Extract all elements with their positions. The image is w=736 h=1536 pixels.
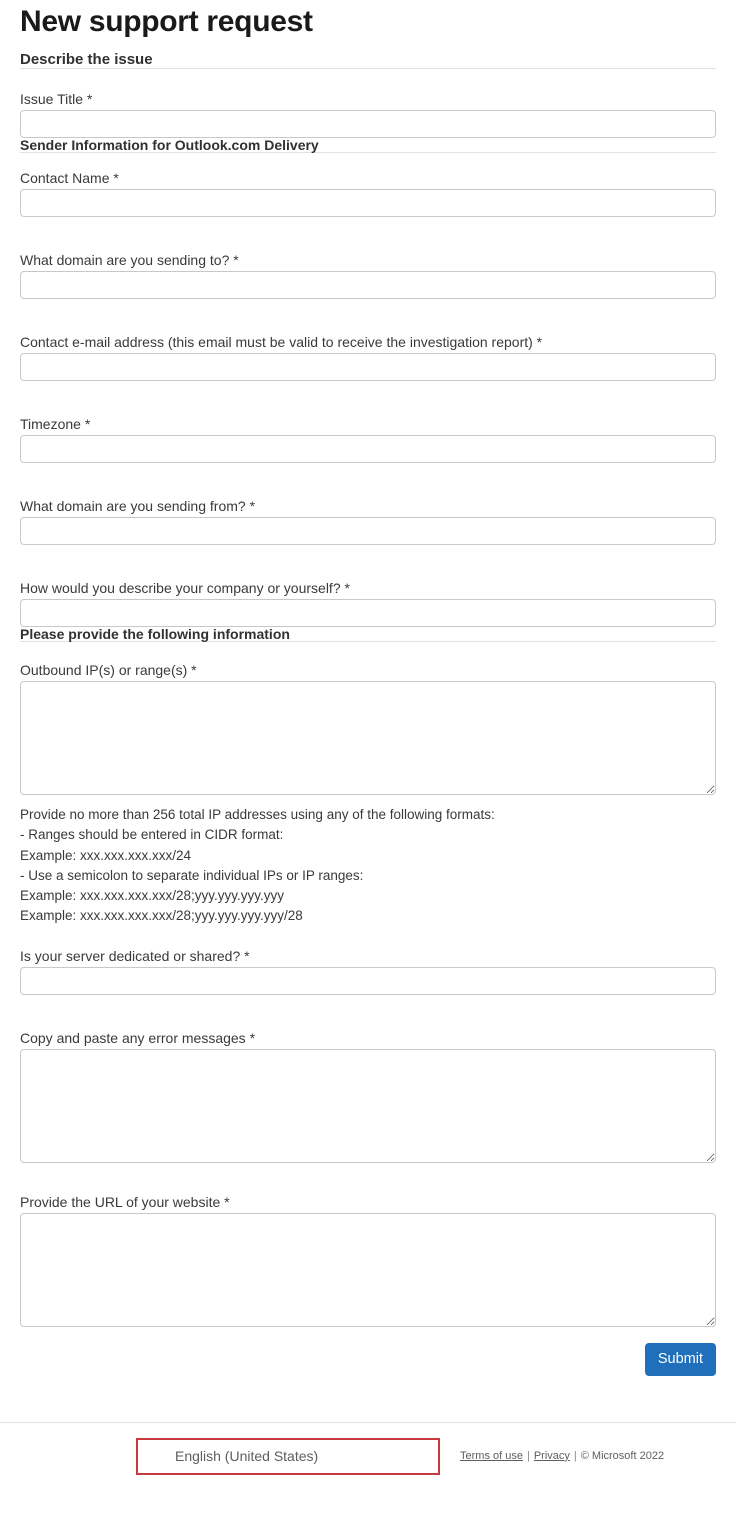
footer-separator: |	[573, 1449, 577, 1462]
privacy-link[interactable]: Privacy	[533, 1449, 570, 1462]
page-footer	[0, 1422, 736, 1480]
page-title: New support request	[20, 5, 313, 38]
field-website-url	[20, 1195, 716, 1327]
timezone-label: Timezone *	[20, 416, 91, 432]
contact-email-label: Contact e-mail address (this email must be valid to receive the investigation report) *	[20, 334, 543, 350]
help-line: - Use a semicolon to separate individual IPs or IP ranges:	[20, 867, 364, 883]
submit-button[interactable]: Submit	[645, 1343, 716, 1376]
field-server-dedicated-shared	[20, 949, 716, 995]
server-dedicated-shared-input[interactable]	[20, 967, 716, 995]
field-domain-sending-to	[20, 253, 716, 299]
error-messages-label: Copy and paste any error messages *	[20, 1029, 256, 1046]
outbound-ips-textarea[interactable]	[20, 681, 716, 795]
help-line: Example: xxx.xxx.xxx.xxx/28;yyy.yyy.yyy.yyy	[20, 888, 285, 904]
field-contact-name	[20, 171, 716, 217]
footer-separator: |	[526, 1449, 530, 1462]
field-issue-title	[20, 92, 716, 138]
error-messages-textarea[interactable]	[20, 1049, 716, 1163]
website-url-label: Provide the URL of your website *	[20, 1193, 230, 1210]
issue-title-label: Issue Title *	[20, 91, 93, 107]
field-error-messages	[20, 1031, 716, 1163]
domain-sending-from-input[interactable]	[20, 517, 716, 545]
language-select-value: English (United States)	[175, 1447, 319, 1464]
field-timezone	[20, 417, 716, 463]
field-domain-sending-from	[20, 499, 716, 545]
help-line: Example: xxx.xxx.xxx.xxx/28;yyy.yyy.yyy.yyy/28	[20, 908, 303, 924]
outbound-ips-label: Outbound IP(s) or range(s) *	[20, 662, 197, 678]
domain-sending-to-label: What domain are you sending to? *	[20, 252, 239, 268]
submit-row	[20, 1343, 716, 1376]
footer-links	[460, 1438, 664, 1475]
page-subtitle: Describe the issue	[20, 51, 153, 68]
divider	[20, 68, 716, 69]
website-url-textarea[interactable]	[20, 1213, 716, 1327]
domain-sending-to-input[interactable]	[20, 271, 716, 299]
terms-of-use-link[interactable]: Terms of use	[460, 1449, 523, 1462]
help-line: Provide no more than 256 total IP addresses using any of the following formats:	[20, 807, 495, 822]
domain-sending-from-label: What domain are you sending from? *	[20, 498, 256, 514]
contact-name-input[interactable]	[20, 189, 716, 217]
field-outbound-ips	[20, 663, 716, 927]
field-contact-email	[20, 335, 716, 381]
copyright-text: © Microsoft 2022	[580, 1449, 665, 1462]
section-header-sender-info: Sender Information for Outlook.com Delivery	[20, 137, 319, 153]
field-company-description	[20, 581, 716, 627]
issue-title-input[interactable]	[20, 110, 716, 138]
section-header-provide-info: Please provide the following information	[20, 626, 290, 642]
contact-name-label: Contact Name *	[20, 170, 119, 186]
server-dedicated-shared-label: Is your server dedicated or shared? *	[20, 947, 250, 964]
timezone-input[interactable]	[20, 435, 716, 463]
help-line: Example: xxx.xxx.xxx.xxx/24	[20, 847, 192, 863]
language-select[interactable]	[136, 1438, 440, 1475]
contact-email-input[interactable]	[20, 353, 716, 381]
ip-format-help	[20, 805, 716, 927]
company-description-label: How would you describe your company or yourself? *	[20, 580, 350, 596]
help-line: - Ranges should be entered in CIDR format:	[20, 827, 284, 843]
company-description-input[interactable]	[20, 599, 716, 627]
